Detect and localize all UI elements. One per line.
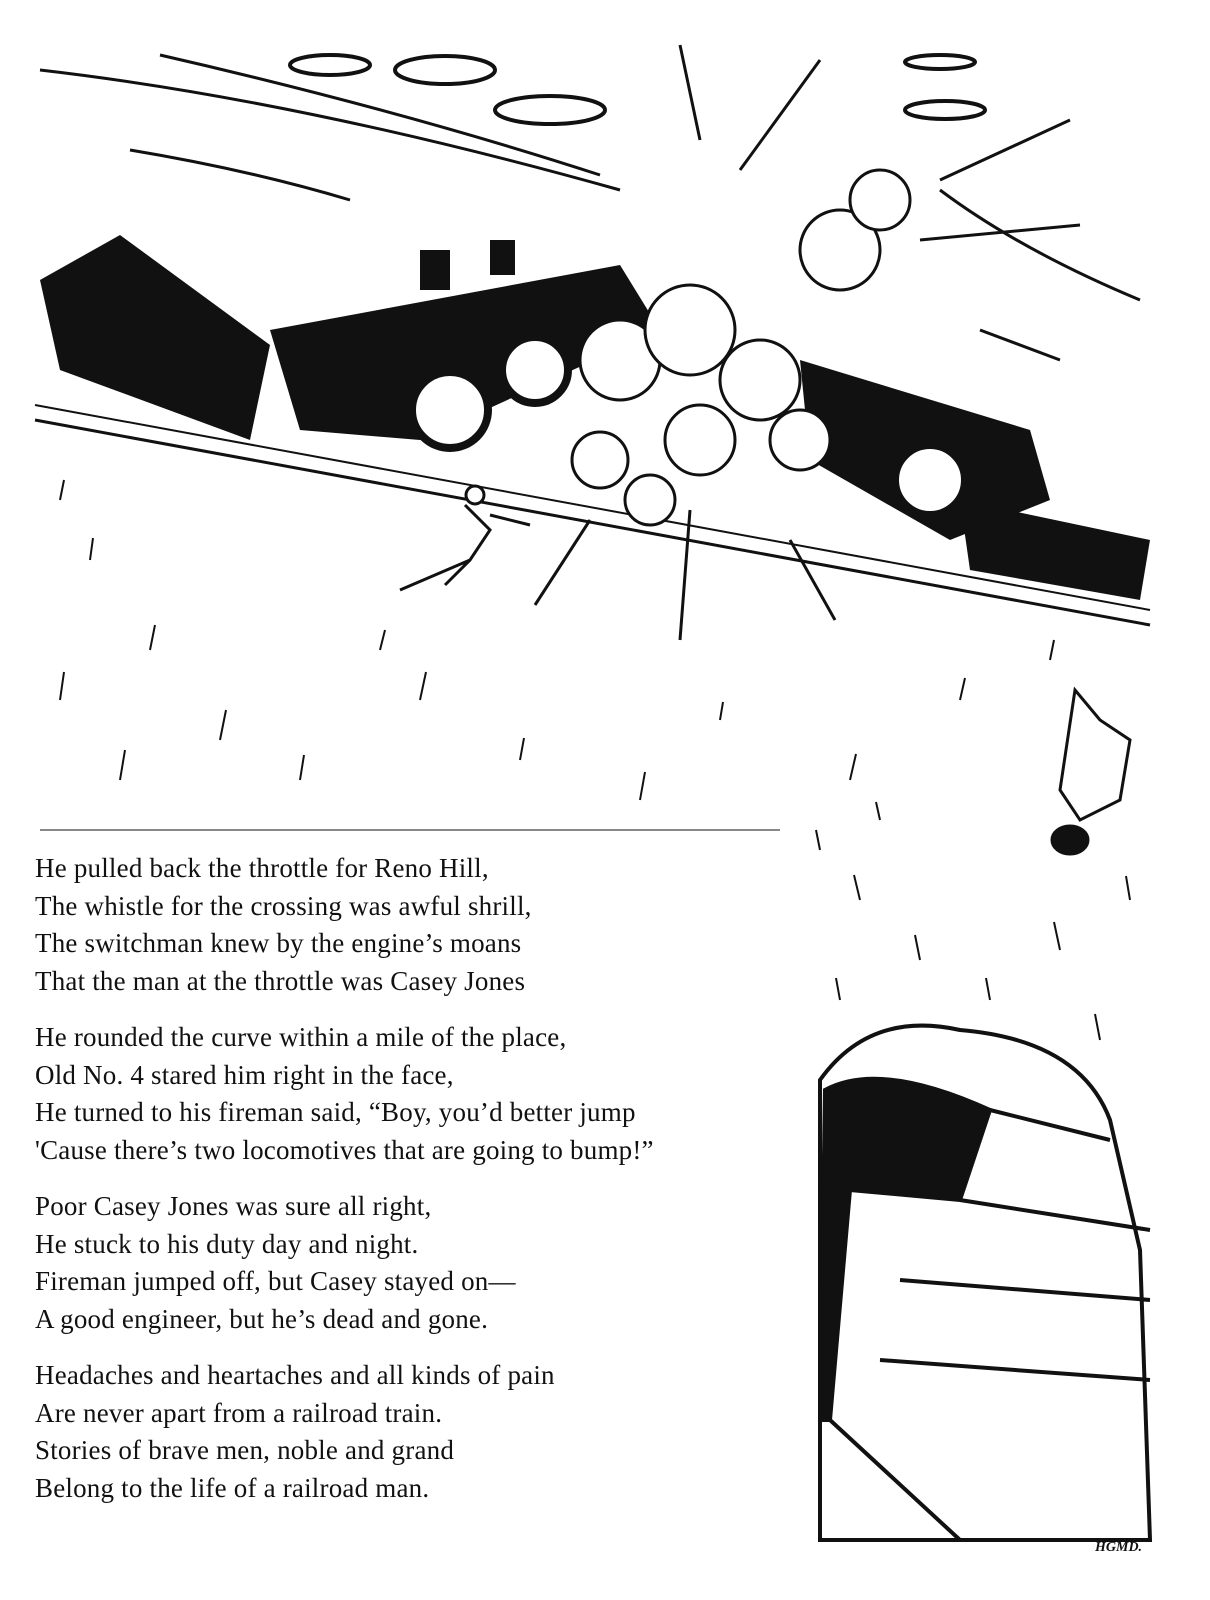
fireman-figure bbox=[400, 486, 530, 590]
verse-line: He rounded the curve within a mile of the place, bbox=[35, 1022, 567, 1052]
verse-line: He pulled back the throttle for Reno Hill, bbox=[35, 853, 489, 883]
stone-culvert bbox=[820, 1026, 1150, 1540]
verse-line: Stories of brave men, noble and grand bbox=[35, 1435, 455, 1465]
verse-line: 'Cause there’s two locomotives that are going to bump!” bbox=[35, 1134, 654, 1165]
artist-signature: HGMD. bbox=[1095, 1540, 1143, 1555]
stanza-4 bbox=[35, 1357, 835, 1507]
verse-line: Are never apart from a railroad train. bbox=[35, 1397, 443, 1428]
stanza-3 bbox=[35, 1188, 835, 1338]
verse-line: Belong to the life of a railroad man. bbox=[35, 1472, 430, 1503]
verse-line: He stuck to his duty day and night. bbox=[35, 1228, 419, 1259]
verse-line: The switchman knew by the engine’s moans bbox=[35, 928, 522, 958]
verse-line: Poor Casey Jones was sure all right, bbox=[35, 1191, 432, 1221]
verse-line: The whistle for the crossing was awful shrill, bbox=[35, 890, 532, 921]
verse-line: Old No. 4 stared him right in the face, bbox=[35, 1059, 454, 1090]
poem-verses bbox=[35, 850, 835, 1526]
verse-line: A good engineer, but he’s dead and gone. bbox=[35, 1303, 489, 1334]
burst-lines bbox=[535, 510, 835, 640]
verse-line: He turned to his fireman said, “Boy, you’d better jump bbox=[35, 1097, 636, 1127]
falling-figure bbox=[1052, 690, 1130, 854]
verse-line: That the man at the throttle was Casey Jones bbox=[35, 965, 526, 996]
stanza-2 bbox=[35, 1019, 835, 1169]
verse-line: Headaches and heartaches and all kinds of pain bbox=[35, 1360, 555, 1390]
stanza-1 bbox=[35, 850, 835, 1000]
verse-line: Fireman jumped off, but Casey stayed on— bbox=[35, 1266, 516, 1296]
locomotive-no4 bbox=[800, 360, 1150, 600]
tender-car bbox=[40, 235, 270, 440]
